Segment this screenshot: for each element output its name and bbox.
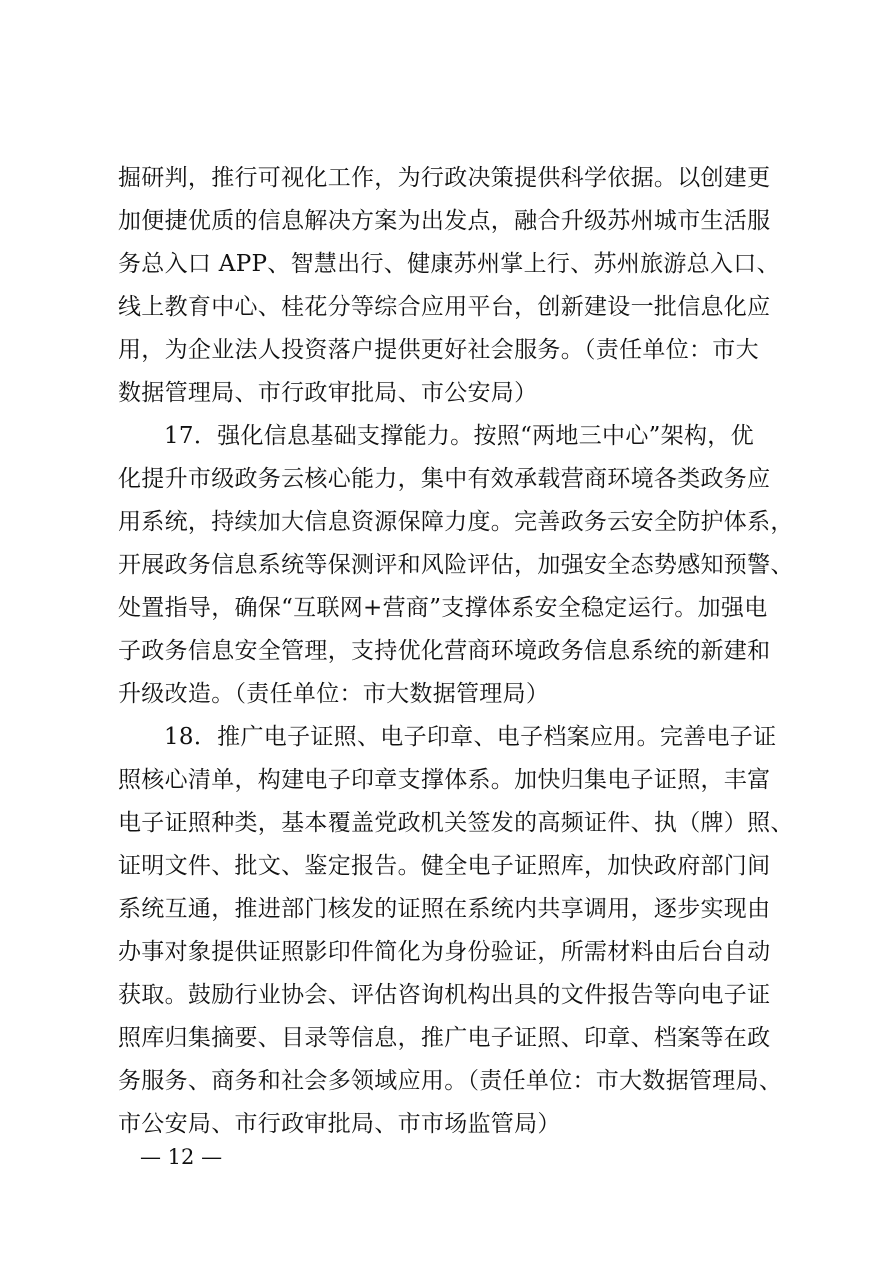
text-line: 处置指导，确保“互联网+营商”支撑体系安全稳定运行。加强电 <box>118 595 768 621</box>
document-body <box>118 157 794 1146</box>
text-line: 系统互通，推进部门核发的证照在系统内共享调用，逐步实现由 <box>118 896 771 922</box>
text-line: 务总入口 APP、智慧出行、健康苏州掌上行、苏州旅游总入口、 <box>118 251 780 277</box>
text-line: 证明文件、批文、鉴定报告。健全电子证照库，加快政府部门间 <box>118 853 771 879</box>
text-line: 开展政务信息系统等保测评和风险评估，加强安全态势感知预警、 <box>118 552 794 578</box>
text-line: 市公安局、市行政审批局、市市场监管局） <box>118 1111 561 1137</box>
text-line: 照核心清单，构建电子印章支撑体系。加快归集电子证照，丰富 <box>118 767 771 793</box>
text-line: 电子证照种类，基本覆盖党政机关签发的高频证件、执（牌）照、 <box>118 810 794 836</box>
paragraph-17-heading-line: 17．强化信息基础支撑能力。按照“两地三中心”架构，优 <box>164 423 754 449</box>
text-line: 办事对象提供证照影印件简化为身份验证，所需材料由后台自动 <box>118 939 771 965</box>
text-line: 化提升市级政务云核心能力，集中有效承载营商环境各类政务应 <box>118 466 771 492</box>
text-line: 线上教育中心、桂花分等综合应用平台，创新建设一批信息化应 <box>118 294 771 320</box>
text-line: 子政务信息安全管理，支持优化营商环境政务信息系统的新建和 <box>118 638 771 664</box>
text-line: 掘研判，推行可视化工作，为行政决策提供科学依据。以创建更 <box>118 165 771 191</box>
text-line: 数据管理局、市行政审批局、市公安局） <box>118 380 538 406</box>
text-line: 务服务、商务和社会多领域应用。（责任单位：市大数据管理局、 <box>118 1068 783 1094</box>
text-line: 升级改造。（责任单位：市大数据管理局） <box>118 681 550 707</box>
page-number: — 12 — <box>140 1145 223 1169</box>
text-line: 用系统，持续加大信息资源保障力度。完善政务云安全防护体系， <box>118 509 794 535</box>
paragraph-18-heading-line: 18．推广电子证照、电子印章、电子档案应用。完善电子证 <box>164 724 777 750</box>
text-line: 用，为企业法人投资落户提供更好社会服务。（责任单位：市大 <box>118 337 759 363</box>
text-line: 照库归集摘要、目录等信息，推广电子证照、印章、档案等在政 <box>118 1025 771 1051</box>
text-line: 获取。鼓励行业协会、评估咨询机构出具的文件报告等向电子证 <box>118 982 771 1008</box>
text-line: 加便捷优质的信息解决方案为出发点，融合升级苏州城市生活服 <box>118 208 771 234</box>
